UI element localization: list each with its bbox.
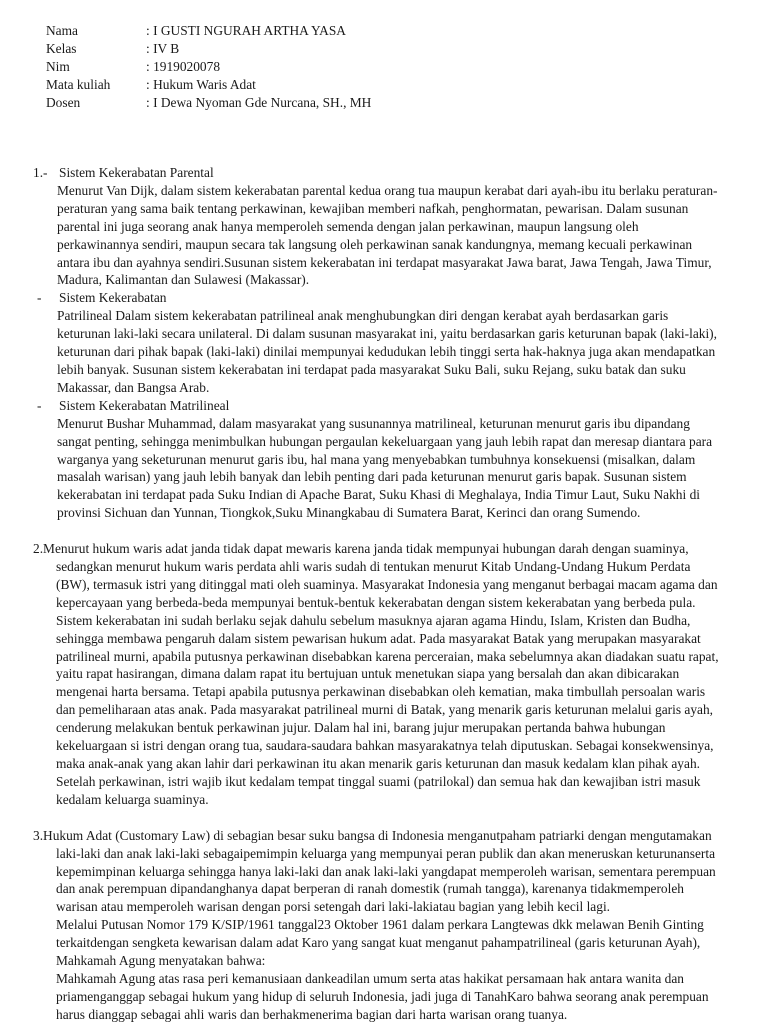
- list-marker: -: [37, 397, 42, 413]
- text-line: Menurut Bushar Muhammad, dalam masyarakat yang susunannya matrilineal, keturunan menurut garis ibu dipandang: [57, 415, 690, 431]
- text-line: priamenganggap sebagai hukum yang hidup di seluruh Indonesia, jadi juga di TanahKaro bahwa seorang anak perempuan: [56, 988, 709, 1004]
- info-label: Kelas: [46, 40, 77, 56]
- text-line: kepercayaan yang berbeda-beda mempunyai bentuk-bentuk kekerabatan dengan sistem kekerabatan yang berbeda pula.: [56, 594, 696, 610]
- text-line: kekerabatan ini terdapat pada Suku Indian di Apache Barat, Suku Khasi di Meghalaya, India Timur Laut, Suku Nakhi di: [57, 487, 700, 503]
- section-heading: [33, 289, 739, 307]
- text-line: cenderung melakukan bentuk perkawinan jujur. Dalam hal ini, barang jujur merupakan pertanda bahwa hubungan: [56, 720, 666, 736]
- info-value: : I GUSTI NGURAH ARTHA YASA: [146, 23, 346, 38]
- info-label: Nama: [46, 23, 78, 38]
- text-line: Mahkamah Agung atas rasa peri kemanusiaan dankeadilan umum serta atas hakikat persamaan hak antara wanita dan: [56, 970, 684, 986]
- info-value: : IV B: [146, 40, 180, 56]
- list-marker: 1.-: [33, 165, 48, 180]
- student-info-header: [46, 22, 371, 111]
- text-line: peraturan yang sama baik tentang perkawinan, kewajiban memberi nafkah, penghormatan, pewarisan. Dalam susunan: [57, 200, 689, 216]
- text-line: warisan atau memperoleh warisan dengan porsi setengah dari laki-lakiatau bagian yang lebih kecil lagi.: [56, 899, 611, 915]
- text-line: sangat penting, sehingga menimbulkan hubungan pergaulan kekeluargaan yang jauh lebih rapat dan meresap diantara para: [57, 433, 713, 449]
- text-line: Setelah perkawinan, istri wajib ikut kedalam tempat tinggal suami (patrilokal) dan semua hak dan kewajiban istri masuk: [56, 773, 701, 789]
- list-marker: -: [37, 290, 42, 306]
- text-line: parental ini juga seorang anak hanya memperoleh semenda dengan jalan perkawinan, maupun langsung oleh: [57, 218, 639, 234]
- answer-paragraph: [56, 845, 739, 1024]
- answer-paragraph: [56, 558, 739, 809]
- text-line: provinsi Sichuan dan Yunnan, Tiongkok,Suku Minangkabau di Sumatera Barat, Kerinci dan orang Sumendo.: [57, 505, 641, 521]
- text-line: Melalui Putusan Nomor 179 K/SIP/1961 tanggal23 Oktober 1961 dalam perkara Langtewas dkk melawan Benih Ginting: [56, 917, 704, 933]
- answer-first-line: 2.Menurut hukum waris adat janda tidak dapat mewaris karena janda tidak mempunyai hubungan darah dengan suaminya,: [33, 541, 689, 557]
- section-heading: [33, 164, 739, 182]
- text-line: Patrilineal Dalam sistem kekerabatan patrilineal anak menghubungkan diri dengan kerabat ayah berdasarkan garis: [57, 308, 669, 324]
- text-line: terkaitdengan sengketa kewarisan dalam adat Karo yang sangat kuat menganut pahampatrilineal (garis keturunan Ayah),: [56, 935, 701, 951]
- info-row-dosen: [46, 94, 371, 112]
- info-label: Mata kuliah: [46, 76, 111, 92]
- section-patrilineal: [33, 289, 739, 396]
- answer-three: [33, 827, 739, 1024]
- text-line: yaitu rapat hasirangan, dimana dalam rapat itu bertujuan untuk menetukan siapa yang bersalah dan akan dibicarakan: [56, 666, 680, 682]
- paragraph-gap: [33, 522, 739, 540]
- text-line: dan pemeliharaan atas anak. Pada masyarakat patrilineal murni di Batak, yang menarik garis keturunan melalui garis ayah,: [56, 702, 714, 718]
- text-line: perkawinannya sendiri, maupun secara tak langsung oleh perkawinan sanak kandungnya, memang kecuali perkawinan: [57, 236, 693, 252]
- text-line: Mahkamah Agung menyatakan bahwa:: [56, 953, 266, 969]
- text-line: kepemimpinan keluarga sehingga hanya laki-laki dan anak laki-laki yangdapat memperoleh warisan, sementara perempuan: [56, 863, 716, 879]
- info-row-kelas: [46, 40, 371, 58]
- section-paragraph: [57, 307, 739, 397]
- section-title: Sistem Kekerabatan Matrilineal: [59, 397, 230, 413]
- section-paragraph: [57, 415, 739, 522]
- text-line: Menurut Van Dijk, dalam sistem kekerabatan parental kedua orang tua maupun kerabat dari ayah-ibu itu berlaku peraturan-: [57, 182, 718, 198]
- info-label: Nim: [46, 58, 70, 74]
- text-line: keturunan dari pihak bapak (laki-laki) dinilai mempunyai kedudukan lebih tinggi serta hak-haknya juga akan mendapatkan: [57, 344, 716, 360]
- text-line: keturunan laki-laki secara unilateral. Di dalam susunan masyarakat ini, yaitu berdasarkan garis keturunan bapak (laki-laki),: [57, 326, 717, 342]
- text-line: Madura, Kalimantan dan Sulawesi (Makassar).: [57, 272, 310, 288]
- section-title: Sistem Kekerabatan Parental: [59, 165, 214, 180]
- text-line: patrilineal murni, apabila putusnya perkawinan disebabkan karena perceraian, maka sebelumnya akan diadakan suatu rapat,: [56, 648, 719, 664]
- text-line: lebih banyak. Susunan sistem kekerabatan ini terdapat pada masyarakat Suku Bali, suku Rejang, suku batak dan suku: [57, 361, 686, 377]
- info-label: Dosen: [46, 94, 81, 110]
- text-line: antara ibu dan ayahnya sendiri.Susunan sistem kekerabatan ini terdapat masyarakat Jawa barat, Jawa Tengah, Jawa Timur,: [57, 254, 712, 270]
- section-title: Sistem Kekerabatan: [59, 290, 167, 306]
- answer-first-line: 3.Hukum Adat (Customary Law) di sebagian besar suku bangsa di Indonesia menganutpaham patriarki dengan mengutamakan: [33, 827, 712, 843]
- text-line: kedalam keluarga suaminya.: [56, 791, 209, 807]
- text-line: sedangkan menurut hukum waris perdata ahli waris sudah di tentukan menurut Kitab Undang-Undang Hukum Perdata: [56, 559, 691, 575]
- text-line: maka anak-anak yang akan lahir dari perkawinan itu akan menarik garis keturunan dan masuk kedalam klan pihak ayah.: [56, 756, 700, 771]
- answer-two: [33, 540, 739, 809]
- text-line: dan anak perempuan dipandanghanya dapat berperan di ranah domestik (rumah tangga), karenanya tidakmemperoleh: [56, 881, 684, 897]
- text-line: harus dianggap sebagai ahli waris dan berhakmenerima bagian dari harta warisan orang tuanya.: [56, 1006, 568, 1022]
- section-matrilineal: [33, 397, 739, 522]
- text-line: mengenai harta bersama. Tetapi apabila putusnya perkawinan disebabkan oleh kematian, maka timbullah persoalan waris: [56, 684, 706, 700]
- text-line: warganya yang seketurunan menurut garis ibu, hal mana yang menyebabkan tumbuhnya konsekuensi (misalkan, dalam: [57, 451, 696, 467]
- text-line: Makassar, dan Bangsa Arab.: [57, 379, 210, 395]
- section-parental: [33, 164, 739, 289]
- text-line: (BW), termasuk istri yang ditinggal mati oleh suaminya. Masyarakat Indonesia yang menganut berbagai macam agama dan: [56, 576, 718, 592]
- text-line: masalah warisan) yang jauh lebih banyak dan lebih penting dari pada keturunan menurut garis bapak. Susunan sistem: [57, 469, 687, 485]
- text-line: laki-laki dan anak laki-laki sebagaipemimpin keluarga yang mempunyai peran publik dan akan meneruskan keturunanserta: [56, 845, 716, 861]
- text-line: kekeluargaan si istri dengan orang tua, saudara-saudara bahkan masyarakatnya telah diputuskan. Sebagai konsekwensinya,: [56, 738, 714, 754]
- info-value: : Hukum Waris Adat: [146, 76, 256, 92]
- section-heading: [33, 397, 739, 415]
- info-row-nim: [46, 58, 371, 76]
- info-row-mata-kuliah: [46, 76, 371, 94]
- info-value: : 1919020078: [146, 58, 221, 74]
- text-line: Sistem kekerabatan ini sudah berlaku sejak dahulu sebelum masuknya ajaran agama Hindu, Islam, Kristen dan Budha,: [56, 612, 691, 628]
- text-line: sehingga membawa pengaruh dalam sistem pewarisan hukum adat. Pada masyarakat Batak yang merupakan masyarakat: [56, 630, 701, 646]
- paragraph-gap: [33, 809, 739, 827]
- info-row-nama: [46, 22, 371, 40]
- section-paragraph: [57, 182, 739, 289]
- document-body: [33, 164, 739, 1024]
- info-value: : I Dewa Nyoman Gde Nurcana, SH., MH: [146, 94, 372, 110]
